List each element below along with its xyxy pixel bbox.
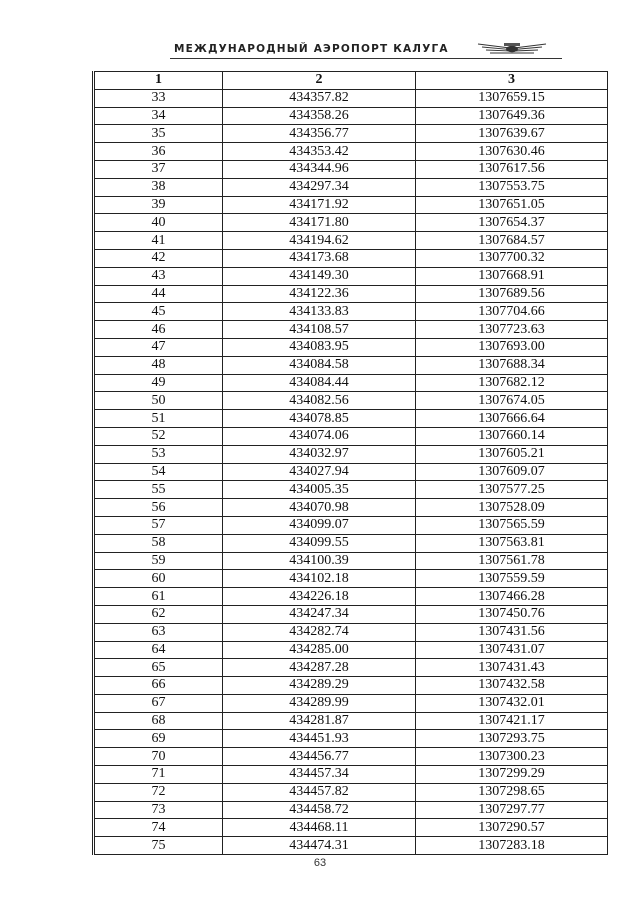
table-row — [94, 677, 608, 695]
y-coordinate-cell: 1307421.17 — [416, 712, 608, 730]
table-row — [94, 267, 608, 285]
x-coordinate-cell: 434032.97 — [223, 445, 416, 463]
x-coordinate-cell: 434282.74 — [223, 623, 416, 641]
point-number-cell: 47 — [94, 338, 223, 356]
table-row — [94, 160, 608, 178]
point-number-cell: 57 — [94, 516, 223, 534]
column-header-2: 2 — [223, 72, 416, 90]
point-number-cell: 75 — [94, 837, 223, 855]
table-row — [94, 534, 608, 552]
x-coordinate-cell: 434357.82 — [223, 89, 416, 107]
x-coordinate-cell: 434226.18 — [223, 588, 416, 606]
y-coordinate-cell: 1307450.76 — [416, 605, 608, 623]
point-number-cell: 38 — [94, 178, 223, 196]
table-row — [94, 552, 608, 570]
table-row — [94, 89, 608, 107]
table-row — [94, 783, 608, 801]
point-number-cell: 73 — [94, 801, 223, 819]
table-row — [94, 338, 608, 356]
table-row — [94, 214, 608, 232]
table-row — [94, 143, 608, 161]
y-coordinate-cell: 1307300.23 — [416, 748, 608, 766]
point-number-cell: 37 — [94, 160, 223, 178]
x-coordinate-cell: 434358.26 — [223, 107, 416, 125]
x-coordinate-cell: 434171.92 — [223, 196, 416, 214]
point-number-cell: 52 — [94, 427, 223, 445]
y-coordinate-cell: 1307293.75 — [416, 730, 608, 748]
y-coordinate-cell: 1307563.81 — [416, 534, 608, 552]
point-number-cell: 50 — [94, 392, 223, 410]
table-row — [94, 659, 608, 677]
y-coordinate-cell: 1307666.64 — [416, 410, 608, 428]
point-number-cell: 35 — [94, 125, 223, 143]
coordinates-table — [92, 71, 608, 855]
x-coordinate-cell: 434084.58 — [223, 356, 416, 374]
table-row — [94, 178, 608, 196]
x-coordinate-cell: 434133.83 — [223, 303, 416, 321]
x-coordinate-cell: 434027.94 — [223, 463, 416, 481]
table-header-row — [94, 72, 608, 90]
table-row — [94, 641, 608, 659]
table-row — [94, 463, 608, 481]
x-coordinate-cell: 434070.98 — [223, 499, 416, 517]
x-coordinate-cell: 434108.57 — [223, 321, 416, 339]
y-coordinate-cell: 1307682.12 — [416, 374, 608, 392]
x-coordinate-cell: 434458.72 — [223, 801, 416, 819]
table-row — [94, 107, 608, 125]
table-row — [94, 374, 608, 392]
x-coordinate-cell: 434099.07 — [223, 516, 416, 534]
x-coordinate-cell: 434173.68 — [223, 249, 416, 267]
x-coordinate-cell: 434297.34 — [223, 178, 416, 196]
point-number-cell: 48 — [94, 356, 223, 374]
point-number-cell: 53 — [94, 445, 223, 463]
x-coordinate-cell: 434356.77 — [223, 125, 416, 143]
table-row — [94, 356, 608, 374]
table-row — [94, 748, 608, 766]
point-number-cell: 68 — [94, 712, 223, 730]
x-coordinate-cell: 434451.93 — [223, 730, 416, 748]
point-number-cell: 39 — [94, 196, 223, 214]
y-coordinate-cell: 1307528.09 — [416, 499, 608, 517]
y-coordinate-cell: 1307617.56 — [416, 160, 608, 178]
column-header-3: 3 — [416, 72, 608, 90]
x-coordinate-cell: 434078.85 — [223, 410, 416, 428]
table-row — [94, 516, 608, 534]
table-row — [94, 499, 608, 517]
y-coordinate-cell: 1307723.63 — [416, 321, 608, 339]
x-coordinate-cell: 434287.28 — [223, 659, 416, 677]
point-number-cell: 41 — [94, 232, 223, 250]
table-row — [94, 196, 608, 214]
point-number-cell: 46 — [94, 321, 223, 339]
x-coordinate-cell: 434247.34 — [223, 605, 416, 623]
y-coordinate-cell: 1307466.28 — [416, 588, 608, 606]
header-divider — [170, 58, 562, 59]
point-number-cell: 61 — [94, 588, 223, 606]
table-row — [94, 712, 608, 730]
point-number-cell: 71 — [94, 766, 223, 784]
y-coordinate-cell: 1307431.43 — [416, 659, 608, 677]
document-header — [170, 40, 560, 60]
table-row — [94, 285, 608, 303]
table-row — [94, 321, 608, 339]
y-coordinate-cell: 1307553.75 — [416, 178, 608, 196]
point-number-cell: 65 — [94, 659, 223, 677]
table-row — [94, 410, 608, 428]
y-coordinate-cell: 1307689.56 — [416, 285, 608, 303]
point-number-cell: 51 — [94, 410, 223, 428]
table-row — [94, 766, 608, 784]
table-row — [94, 125, 608, 143]
x-coordinate-cell: 434468.11 — [223, 819, 416, 837]
x-coordinate-cell: 434353.42 — [223, 143, 416, 161]
x-coordinate-cell: 434457.82 — [223, 783, 416, 801]
x-coordinate-cell: 434171.80 — [223, 214, 416, 232]
x-coordinate-cell: 434084.44 — [223, 374, 416, 392]
y-coordinate-cell: 1307651.05 — [416, 196, 608, 214]
y-coordinate-cell: 1307668.91 — [416, 267, 608, 285]
x-coordinate-cell: 434005.35 — [223, 481, 416, 499]
table-row — [94, 819, 608, 837]
point-number-cell: 54 — [94, 463, 223, 481]
column-header-1: 1 — [94, 72, 223, 90]
x-coordinate-cell: 434149.30 — [223, 267, 416, 285]
table-row — [94, 801, 608, 819]
x-coordinate-cell: 434456.77 — [223, 748, 416, 766]
x-coordinate-cell: 434083.95 — [223, 338, 416, 356]
table-row — [94, 605, 608, 623]
x-coordinate-cell: 434194.62 — [223, 232, 416, 250]
table-row — [94, 570, 608, 588]
table-row — [94, 232, 608, 250]
x-coordinate-cell: 434281.87 — [223, 712, 416, 730]
y-coordinate-cell: 1307609.07 — [416, 463, 608, 481]
point-number-cell: 58 — [94, 534, 223, 552]
x-coordinate-cell: 434344.96 — [223, 160, 416, 178]
point-number-cell: 59 — [94, 552, 223, 570]
point-number-cell: 56 — [94, 499, 223, 517]
point-number-cell: 34 — [94, 107, 223, 125]
y-coordinate-cell: 1307431.07 — [416, 641, 608, 659]
table-row — [94, 303, 608, 321]
x-coordinate-cell: 434082.56 — [223, 392, 416, 410]
table-row — [94, 694, 608, 712]
y-coordinate-cell: 1307684.57 — [416, 232, 608, 250]
x-coordinate-cell: 434457.34 — [223, 766, 416, 784]
x-coordinate-cell: 434289.99 — [223, 694, 416, 712]
y-coordinate-cell: 1307432.58 — [416, 677, 608, 695]
table-row — [94, 392, 608, 410]
table-row — [94, 730, 608, 748]
y-coordinate-cell: 1307561.78 — [416, 552, 608, 570]
y-coordinate-cell: 1307298.65 — [416, 783, 608, 801]
y-coordinate-cell: 1307674.05 — [416, 392, 608, 410]
point-number-cell: 33 — [94, 89, 223, 107]
point-number-cell: 60 — [94, 570, 223, 588]
point-number-cell: 74 — [94, 819, 223, 837]
y-coordinate-cell: 1307700.32 — [416, 249, 608, 267]
point-number-cell: 63 — [94, 623, 223, 641]
point-number-cell: 72 — [94, 783, 223, 801]
x-coordinate-cell: 434100.39 — [223, 552, 416, 570]
y-coordinate-cell: 1307649.36 — [416, 107, 608, 125]
x-coordinate-cell: 434074.06 — [223, 427, 416, 445]
x-coordinate-cell: 434099.55 — [223, 534, 416, 552]
table-row — [94, 837, 608, 855]
x-coordinate-cell: 434122.36 — [223, 285, 416, 303]
table-row — [94, 427, 608, 445]
y-coordinate-cell: 1307431.56 — [416, 623, 608, 641]
table-row — [94, 445, 608, 463]
y-coordinate-cell: 1307577.25 — [416, 481, 608, 499]
y-coordinate-cell: 1307432.01 — [416, 694, 608, 712]
table-row — [94, 588, 608, 606]
table-row — [94, 623, 608, 641]
table-body — [94, 89, 608, 854]
y-coordinate-cell: 1307565.59 — [416, 516, 608, 534]
y-coordinate-cell: 1307704.66 — [416, 303, 608, 321]
y-coordinate-cell: 1307299.29 — [416, 766, 608, 784]
point-number-cell: 49 — [94, 374, 223, 392]
y-coordinate-cell: 1307654.37 — [416, 214, 608, 232]
y-coordinate-cell: 1307693.00 — [416, 338, 608, 356]
x-coordinate-cell: 434289.29 — [223, 677, 416, 695]
table-row — [94, 481, 608, 499]
x-coordinate-cell: 434102.18 — [223, 570, 416, 588]
point-number-cell: 69 — [94, 730, 223, 748]
table-row — [94, 249, 608, 267]
y-coordinate-cell: 1307605.21 — [416, 445, 608, 463]
header-title: МЕЖДУНАРОДНЫЙ АЭРОПОРТ КАЛУГА — [174, 43, 449, 55]
point-number-cell: 40 — [94, 214, 223, 232]
page-number: 63 — [313, 857, 327, 869]
point-number-cell: 64 — [94, 641, 223, 659]
x-coordinate-cell: 434474.31 — [223, 837, 416, 855]
y-coordinate-cell: 1307290.57 — [416, 819, 608, 837]
y-coordinate-cell: 1307660.14 — [416, 427, 608, 445]
point-number-cell: 55 — [94, 481, 223, 499]
point-number-cell: 44 — [94, 285, 223, 303]
x-coordinate-cell: 434285.00 — [223, 641, 416, 659]
point-number-cell: 45 — [94, 303, 223, 321]
y-coordinate-cell: 1307297.77 — [416, 801, 608, 819]
point-number-cell: 67 — [94, 694, 223, 712]
point-number-cell: 42 — [94, 249, 223, 267]
y-coordinate-cell: 1307559.59 — [416, 570, 608, 588]
y-coordinate-cell: 1307630.46 — [416, 143, 608, 161]
y-coordinate-cell: 1307283.18 — [416, 837, 608, 855]
airport-wings-logo-icon — [476, 41, 548, 57]
point-number-cell: 66 — [94, 677, 223, 695]
y-coordinate-cell: 1307639.67 — [416, 125, 608, 143]
y-coordinate-cell: 1307659.15 — [416, 89, 608, 107]
point-number-cell: 43 — [94, 267, 223, 285]
y-coordinate-cell: 1307688.34 — [416, 356, 608, 374]
point-number-cell: 36 — [94, 143, 223, 161]
point-number-cell: 62 — [94, 605, 223, 623]
point-number-cell: 70 — [94, 748, 223, 766]
